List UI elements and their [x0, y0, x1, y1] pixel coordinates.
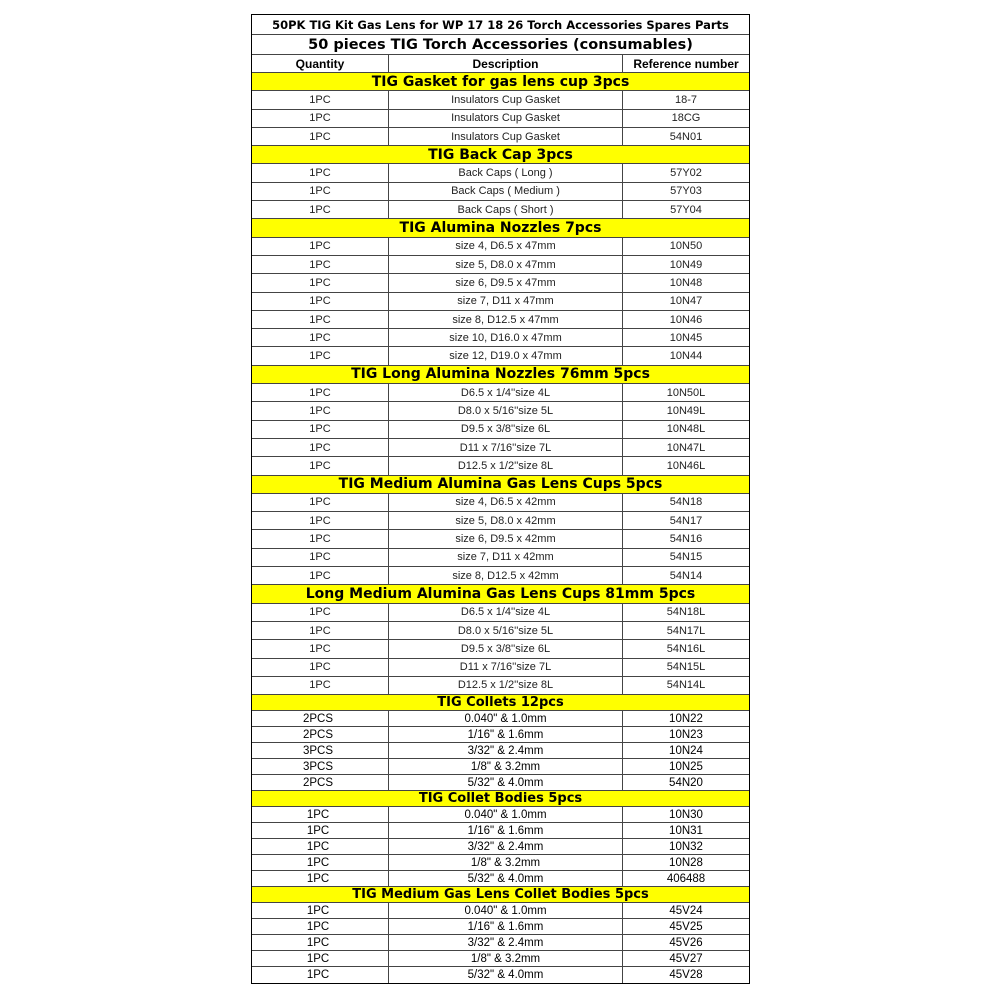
- row-quantity: 2PCS: [252, 711, 389, 726]
- table-row: [252, 951, 749, 967]
- table-row: [252, 128, 749, 146]
- row-quantity: 1PC: [252, 823, 389, 838]
- row-reference: 18-7: [674, 93, 698, 106]
- row-reference: 10N49L: [666, 404, 706, 417]
- row-reference: 10N48L: [666, 423, 706, 436]
- table-row: [252, 164, 749, 182]
- row-quantity: 1PC: [252, 640, 389, 657]
- section-heading: Long Medium Alumina Gas Lens Cups 81mm 5pcs: [252, 585, 749, 603]
- row-reference: 45V27: [669, 952, 703, 965]
- row-quantity: 2PCS: [252, 775, 389, 790]
- row-quantity: 1PC: [252, 839, 389, 854]
- table-row: [252, 439, 749, 457]
- row-quantity: 1PC: [252, 293, 389, 310]
- row-quantity: 1PC: [252, 256, 389, 273]
- row-description: D12.5 x 1/2''size 8L: [389, 457, 623, 474]
- row-description: 1/16" & 1.6mm: [389, 727, 623, 742]
- row-description: D8.0 x 5/16''size 5L: [389, 402, 623, 419]
- row-quantity: 1PC: [252, 128, 389, 145]
- row-quantity: 1PC: [252, 439, 389, 456]
- table-row: [252, 329, 749, 347]
- row-quantity: 1PC: [252, 512, 389, 529]
- row-description: size 6, D9.5 x 47mm: [389, 274, 623, 291]
- table-row: [252, 727, 749, 743]
- row-quantity: 1PC: [252, 457, 389, 474]
- row-quantity: 1PC: [252, 91, 389, 108]
- row-reference: 10N48: [669, 276, 703, 289]
- row-description: Insulators Cup Gasket: [389, 110, 623, 127]
- row-reference: 54N17L: [666, 624, 706, 637]
- row-reference: 54N18: [669, 496, 703, 509]
- row-quantity: 1PC: [252, 183, 389, 200]
- row-description: size 7, D11 x 42mm: [389, 549, 623, 566]
- row-quantity: 1PC: [252, 347, 389, 364]
- row-description: D6.5 x 1/4''size 4L: [389, 384, 623, 401]
- row-description: 3/32" & 2.4mm: [389, 935, 623, 950]
- section-heading: TIG Collet Bodies 5pcs: [252, 791, 749, 807]
- table-row: [252, 871, 749, 887]
- row-description: D12.5 x 1/2''size 8L: [389, 677, 623, 694]
- row-description: size 7, D11 x 47mm: [389, 293, 623, 310]
- row-reference: 10N24: [669, 744, 703, 757]
- row-description: size 8, D12.5 x 42mm: [389, 567, 623, 584]
- table-row: [252, 347, 749, 365]
- row-reference: 45V28: [669, 969, 703, 982]
- row-description: size 10, D16.0 x 47mm: [389, 329, 623, 346]
- row-description: size 6, D9.5 x 42mm: [389, 530, 623, 547]
- row-quantity: 1PC: [252, 274, 389, 291]
- row-quantity: 1PC: [252, 421, 389, 438]
- column-header-row: [252, 55, 749, 73]
- row-reference: 10N28: [669, 856, 703, 869]
- table-row: [252, 256, 749, 274]
- row-reference: 10N47L: [666, 441, 706, 454]
- table-row: [252, 759, 749, 775]
- section-heading: TIG Gasket for gas lens cup 3pcs: [252, 73, 749, 91]
- row-quantity: 1PC: [252, 201, 389, 218]
- row-quantity: 1PC: [252, 659, 389, 676]
- row-quantity: 1PC: [252, 951, 389, 966]
- row-description: Insulators Cup Gasket: [389, 91, 623, 108]
- row-description: D8.0 x 5/16''size 5L: [389, 622, 623, 639]
- section-heading: TIG Alumina Nozzles 7pcs: [252, 219, 749, 237]
- row-quantity: 2PCS: [252, 727, 389, 742]
- row-reference: 54N14: [669, 569, 703, 582]
- table-title: 50PK TIG Kit Gas Lens for WP 17 18 26 Torch Accessories Spares Parts: [252, 15, 749, 35]
- row-reference: 54N14L: [666, 679, 706, 692]
- table-row: [252, 512, 749, 530]
- row-reference: 54N15: [669, 551, 703, 564]
- row-reference: 54N20: [669, 776, 703, 789]
- row-description: 1/8" & 3.2mm: [389, 951, 623, 966]
- row-quantity: 1PC: [252, 677, 389, 694]
- row-reference: 10N45: [669, 331, 703, 344]
- row-reference: 406488: [666, 872, 706, 885]
- row-quantity: 1PC: [252, 967, 389, 983]
- row-quantity: 1PC: [252, 530, 389, 547]
- row-reference: 54N16L: [666, 642, 706, 655]
- section-heading: TIG Long Alumina Nozzles 76mm 5pcs: [252, 366, 749, 384]
- row-reference: 54N01: [669, 130, 703, 143]
- row-quantity: 1PC: [252, 903, 389, 918]
- table-row: [252, 903, 749, 919]
- row-reference: 18CG: [671, 112, 701, 125]
- row-description: D11 x 7/16''size 7L: [389, 659, 623, 676]
- row-quantity: 1PC: [252, 384, 389, 401]
- row-reference: 10N47: [669, 295, 703, 308]
- row-reference: 10N32: [669, 840, 703, 853]
- row-reference: 10N50: [669, 240, 703, 253]
- section-heading: TIG Back Cap 3pcs: [252, 146, 749, 164]
- section-heading: TIG Medium Alumina Gas Lens Cups 5pcs: [252, 476, 749, 494]
- row-description: 5/32" & 4.0mm: [389, 775, 623, 790]
- row-quantity: 1PC: [252, 164, 389, 181]
- row-reference: 10N50L: [666, 386, 706, 399]
- row-description: 5/32" & 4.0mm: [389, 871, 623, 886]
- row-quantity: 1PC: [252, 311, 389, 328]
- row-reference: 10N23: [669, 728, 703, 741]
- row-reference: 45V25: [669, 920, 703, 933]
- row-reference: 54N18L: [666, 606, 706, 619]
- table-row: [252, 935, 749, 951]
- row-reference: 57Y02: [670, 167, 702, 180]
- table-row: [252, 110, 749, 128]
- table-row: [252, 622, 749, 640]
- table-row: [252, 274, 749, 292]
- row-description: 3/32" & 2.4mm: [389, 743, 623, 758]
- row-description: 0.040" & 1.0mm: [389, 807, 623, 822]
- row-quantity: 1PC: [252, 855, 389, 870]
- row-reference: 10N46L: [666, 459, 706, 472]
- table-row: [252, 421, 749, 439]
- row-description: 3/32" & 2.4mm: [389, 839, 623, 854]
- table-row: [252, 457, 749, 475]
- row-description: D9.5 x 3/8''size 6L: [389, 640, 623, 657]
- row-description: 0.040" & 1.0mm: [389, 903, 623, 918]
- row-reference: 54N16: [669, 533, 703, 546]
- table-row: [252, 967, 749, 983]
- row-description: 5/32" & 4.0mm: [389, 967, 623, 983]
- row-description: D11 x 7/16''size 7L: [389, 439, 623, 456]
- row-quantity: 1PC: [252, 935, 389, 950]
- table-row: [252, 238, 749, 256]
- row-quantity: 1PC: [252, 494, 389, 511]
- row-description: Back Caps ( Medium ): [389, 183, 623, 200]
- row-reference: 10N49: [669, 258, 703, 271]
- table-row: [252, 183, 749, 201]
- row-reference: 45V26: [669, 936, 703, 949]
- table-row: [252, 640, 749, 658]
- row-quantity: 3PCS: [252, 759, 389, 774]
- section-heading: TIG Medium Gas Lens Collet Bodies 5pcs: [252, 887, 749, 903]
- table-row: [252, 311, 749, 329]
- column-header-description: Description: [389, 55, 623, 72]
- section-heading: TIG Collets 12pcs: [252, 695, 749, 711]
- table-row: [252, 711, 749, 727]
- table-row: [252, 839, 749, 855]
- row-reference: 54N17: [669, 514, 703, 527]
- row-quantity: 1PC: [252, 871, 389, 886]
- row-reference: 10N46: [669, 313, 703, 326]
- row-description: Back Caps ( Short ): [389, 201, 623, 218]
- row-description: Insulators Cup Gasket: [389, 128, 623, 145]
- table-row: [252, 855, 749, 871]
- table-row: [252, 293, 749, 311]
- row-description: size 12, D19.0 x 47mm: [389, 347, 623, 364]
- column-header-quantity: Quantity: [252, 55, 389, 72]
- row-quantity: 1PC: [252, 567, 389, 584]
- row-description: size 4, D6.5 x 47mm: [389, 238, 623, 255]
- table-row: [252, 494, 749, 512]
- row-reference: 10N44: [669, 350, 703, 363]
- row-description: 0.040" & 1.0mm: [389, 711, 623, 726]
- table-row: [252, 384, 749, 402]
- row-reference: 57Y03: [670, 185, 702, 198]
- table-row: [252, 677, 749, 695]
- row-description: size 5, D8.0 x 42mm: [389, 512, 623, 529]
- parts-table: [251, 14, 750, 984]
- row-quantity: 1PC: [252, 110, 389, 127]
- table-row: [252, 567, 749, 585]
- table-row: [252, 530, 749, 548]
- table-subtitle: 50 pieces TIG Torch Accessories (consumables): [252, 35, 749, 55]
- table-row: [252, 549, 749, 567]
- row-description: 1/8" & 3.2mm: [389, 855, 623, 870]
- table-row: [252, 807, 749, 823]
- row-description: 1/16" & 1.6mm: [389, 823, 623, 838]
- row-description: 1/8" & 3.2mm: [389, 759, 623, 774]
- column-header-reference: Reference number: [633, 56, 739, 71]
- row-reference: 10N30: [669, 808, 703, 821]
- row-description: 1/16" & 1.6mm: [389, 919, 623, 934]
- row-reference: 10N31: [669, 824, 703, 837]
- row-quantity: 1PC: [252, 807, 389, 822]
- table-row: [252, 823, 749, 839]
- row-quantity: 1PC: [252, 919, 389, 934]
- row-reference: 10N22: [669, 712, 703, 725]
- table-row: [252, 743, 749, 759]
- row-quantity: 1PC: [252, 622, 389, 639]
- row-quantity: 1PC: [252, 402, 389, 419]
- table-row: [252, 604, 749, 622]
- row-quantity: 1PC: [252, 329, 389, 346]
- row-quantity: 1PC: [252, 549, 389, 566]
- row-reference: 10N25: [669, 760, 703, 773]
- row-description: D6.5 x 1/4''size 4L: [389, 604, 623, 621]
- table-row: [252, 201, 749, 219]
- row-description: size 8, D12.5 x 47mm: [389, 311, 623, 328]
- row-reference: 45V24: [669, 904, 703, 917]
- row-reference: 54N15L: [666, 661, 706, 674]
- row-quantity: 3PCS: [252, 743, 389, 758]
- row-reference: 57Y04: [670, 203, 702, 216]
- table-row: [252, 91, 749, 109]
- row-description: D9.5 x 3/8''size 6L: [389, 421, 623, 438]
- table-row: [252, 402, 749, 420]
- row-description: Back Caps ( Long ): [389, 164, 623, 181]
- row-quantity: 1PC: [252, 238, 389, 255]
- row-description: size 5, D8.0 x 47mm: [389, 256, 623, 273]
- row-description: size 4, D6.5 x 42mm: [389, 494, 623, 511]
- table-row: [252, 659, 749, 677]
- table-row: [252, 775, 749, 791]
- sections-container: [252, 73, 749, 983]
- row-quantity: 1PC: [252, 604, 389, 621]
- table-row: [252, 919, 749, 935]
